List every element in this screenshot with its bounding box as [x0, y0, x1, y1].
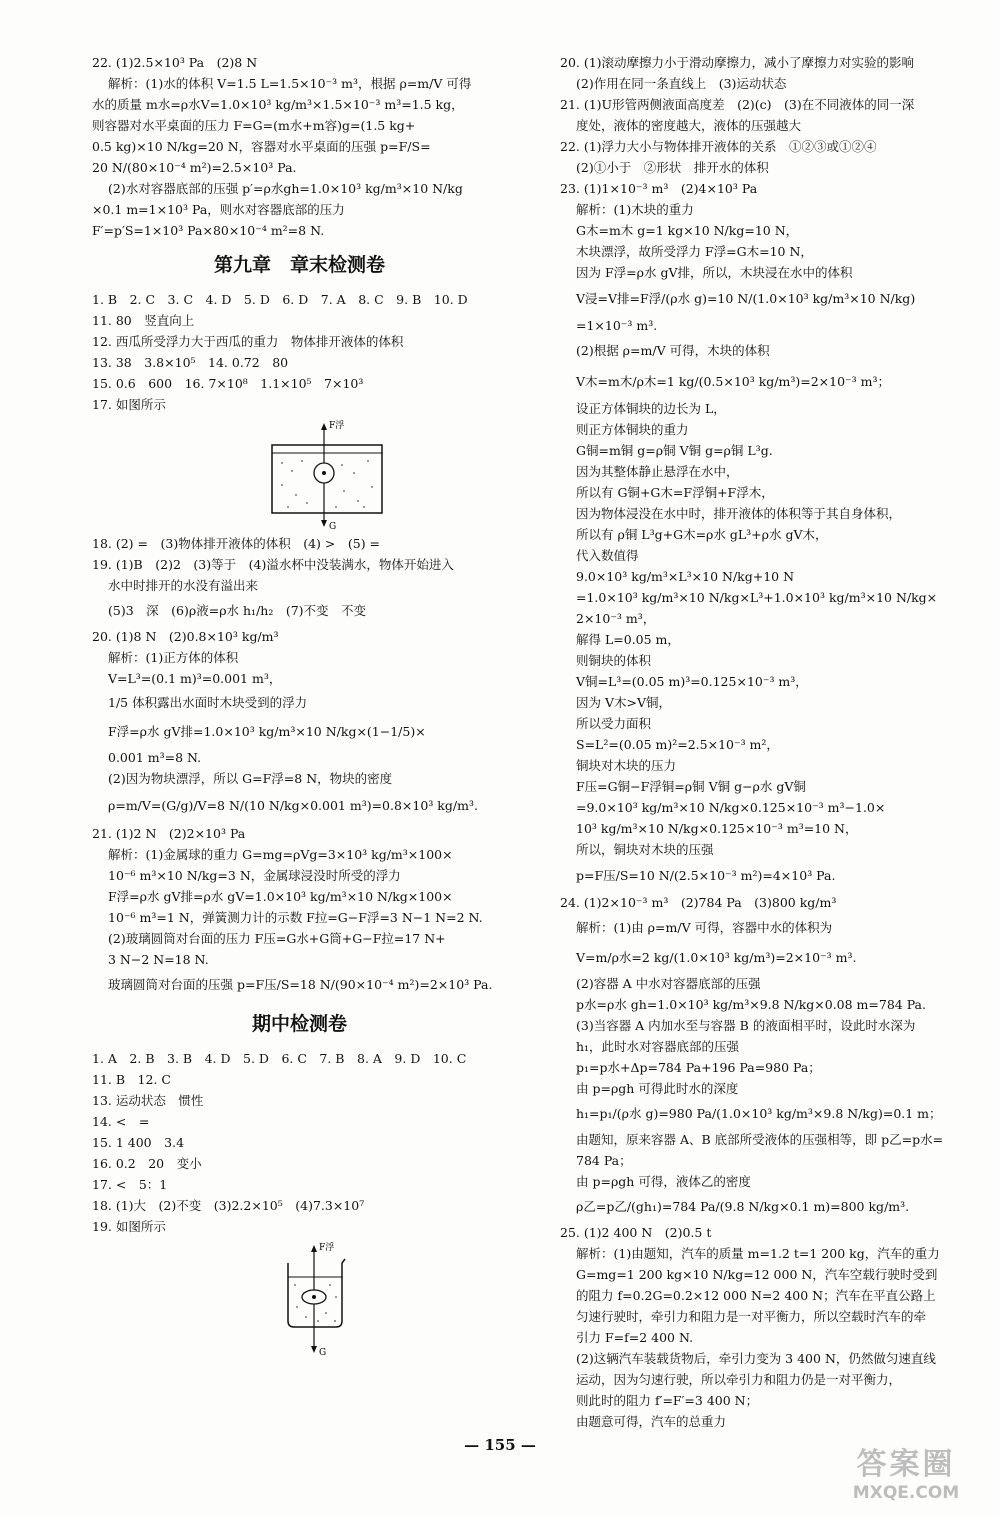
- r-q24-line: (2)容器 A 中水对容器底部的压强: [576, 976, 761, 991]
- q21-line: 3 N−2 N=18 N.: [108, 952, 209, 967]
- q21-line: 10⁻⁶ m³=1 N，弹簧测力计的示数 F拉=G−F浮=3 N−1 N=2 N.: [108, 910, 483, 925]
- figure-19: [92, 1237, 507, 1357]
- q20-line: F浮=ρ水 gV排=1.0×10³ kg/m³×10 N/kg×(1−1/5)×: [108, 724, 426, 739]
- figure-17: [92, 415, 507, 533]
- r-q25-line: 由题意可得，汽车的总重力: [576, 1414, 727, 1429]
- r-q23-line: =1×10⁻³ m³.: [576, 318, 658, 333]
- r-q23-line: G铜=m铜 g=ρ铜 V铜 g=ρ铜 L³g.: [576, 443, 773, 458]
- r-q23-line: p=F压/S=10 N/(2.5×10⁻³ m²)=4×10³ Pa.: [576, 868, 836, 883]
- r-q25-line: 25. (1)2 400 N (2)0.5 t: [560, 1225, 712, 1240]
- gravity-label: G: [319, 1348, 327, 1357]
- r-q23-line: V浸=V排=F浮/(ρ水 g)=10 N/(1.0×10³ kg/m³×10 N/kg): [576, 291, 916, 306]
- q22-line: ×0.1 m=1×10³ Pa，则水对容器底部的压力: [92, 202, 345, 217]
- q22-line: 20 N/(80×10⁻⁴ m²)=2.5×10³ Pa.: [92, 160, 297, 175]
- q20-line: 20. (1)8 N (2)0.8×10³ kg/m³: [92, 629, 279, 644]
- r-q20-line: 20. (1)滚动摩擦力小于滑动摩擦力，减小了摩擦力对实验的影响: [560, 55, 915, 70]
- chapter9-title: 第九章 章末检测卷: [213, 254, 385, 276]
- r-q24-line: p₁=p水+Δp=784 Pa+196 Pa=980 Pa；: [576, 1060, 821, 1075]
- r-q23-line: 所以受力面积: [576, 716, 652, 731]
- force-diagram-17: [92, 415, 507, 533]
- ch9-answer-line: 15. 0.6 600 16. 7×10⁸ 1.1×10⁵ 7×10³: [92, 376, 364, 391]
- mid-answer-line: 14. < =: [92, 1114, 150, 1129]
- r-q23-line: 铜块对木块的压力: [576, 758, 677, 773]
- mid-answer-line: 17. < 5：1: [92, 1177, 168, 1192]
- r-q25-line: 则此时的阻力 f′=F′=3 400 N；: [576, 1393, 759, 1408]
- r-q25-line: G=mg=1 200 kg×10 N/kg=12 000 N，汽车空载行驶时受到: [576, 1267, 938, 1282]
- r-q23-line: =1.0×10³ kg/m³×10 N/kg×L³+1.0×10³ kg/m³×10 N/kg×: [576, 590, 938, 605]
- q20-line: 0.001 m³=8 N.: [108, 750, 202, 765]
- mid-answer-line: 15. 1 400 3.4: [92, 1135, 185, 1150]
- buoyancy-label: F浮: [319, 1243, 335, 1253]
- q21-line: 玻璃圆筒对台面的压强 p=F压/S=18 N/(90×10⁻⁴ m²)=2×10³ Pa.: [108, 977, 493, 992]
- force-diagram-19: [92, 1237, 507, 1357]
- q22-answer: 22. (1)2.5×10³ Pa (2)8 N: [92, 55, 258, 70]
- r-q25-line: 解析：(1)由题知，汽车的质量 m=1.2 t=1 200 kg，汽车的重力: [576, 1246, 940, 1261]
- r-q24-line: 由 p=ρgh 可得此时水的深度: [576, 1081, 739, 1096]
- q21-line: 10⁻⁶ m³×10 N/kg=3 N，金属球浸没时所受的浮力: [108, 868, 401, 883]
- r-q23-line: 9.0×10³ kg/m³×L³×10 N/kg+10 N: [576, 569, 795, 584]
- q20-line: (2)因为物块漂浮，所以 G=F浮=8 N，物块的密度: [108, 771, 393, 786]
- r-q24-line: 由 p=ρgh 可得，液体乙的密度: [576, 1174, 751, 1189]
- q20-line: V=L³=(0.1 m)³=0.001 m³，: [108, 671, 282, 686]
- r-q23-line: 解得 L=0.05 m，: [576, 632, 680, 647]
- q22-line: 水的质量 m水=ρ水V=1.0×10³ kg/m³×1.5×10⁻³ m³=1.5 kg，: [92, 97, 464, 112]
- r-q24-line: p水=ρ水 gh=1.0×10³ kg/m³×9.8 N/kg×0.08 m=784 Pa.: [576, 997, 926, 1012]
- r-q25-line: 运动，因为匀速行驶，所以牵引力和阻力仍是一对平衡力，: [576, 1372, 902, 1387]
- ch9-answer-line: 13. 38 3.8×10⁵ 14. 0.72 80: [92, 355, 289, 370]
- r-q23-line: 所以有 ρ铜 L³g+G木=ρ水 gL³+ρ水 gV木，: [576, 527, 828, 542]
- r-q23-line: 因为 F浮=ρ水 gV排，所以，木块浸在水中的体积: [576, 265, 853, 280]
- r-q24-line: (3)当容器 A 内加水至与容器 B 的液面相平时，设此时水深为: [576, 1018, 916, 1033]
- q19-line: (5)3 深 (6)ρ液=ρ水 h₁/h₂ (7)不变 不变: [108, 603, 367, 618]
- r-q25-line: 匀速行驶时，牵引力和阻力是一对平衡力，所以空载时汽车的牵: [576, 1309, 927, 1324]
- q21-line: 21. (1)2 N (2)2×10³ Pa: [92, 826, 246, 841]
- mid-answer-line: 1. A 2. B 3. B 4. D 5. D 6. C 7. B 8. A 9. D 10. C: [92, 1051, 467, 1066]
- mid-answer-line: 16. 0.2 20 变小: [92, 1156, 202, 1171]
- q22-line: (2)水对容器底部的压强 p′=ρ水gh=1.0×10³ kg/m³×10 N/kg: [108, 181, 463, 196]
- watermark-domain: MXQE.COM: [852, 1483, 960, 1503]
- mid-answer-line: 19. 如图所示: [92, 1219, 166, 1234]
- r-q23-line: 2×10⁻³ m³，: [576, 611, 656, 626]
- r-q23-line: V铜=L³=(0.05 m)³=0.125×10⁻³ m³，: [576, 674, 808, 689]
- ch9-answer-line: 11. 80 竖直向上: [92, 313, 195, 328]
- midterm-title: 期中检测卷: [251, 1013, 347, 1035]
- r-q25-line: 引力 F=f=2 400 N.: [576, 1330, 694, 1345]
- r-q23-line: 所以，铜块对木块的压强: [576, 842, 714, 857]
- r-q23-line: G木=m木 g=1 kg×10 N/kg=10 N，: [576, 223, 799, 238]
- r-q24-line: h₁=p₁/(ρ水 g)=980 Pa/(1.0×10³ kg/m³×9.8 N/kg)=0.1 m；: [576, 1106, 942, 1121]
- r-q21-line: 度处，液体的密度越大，液体的压强越大: [576, 118, 802, 133]
- r-q25-line: (2)这辆汽车装载货物后，牵引力变为 3 400 N，仍然做匀速直线: [576, 1351, 936, 1366]
- r-q22-line: 22. (1)浮力大小与物体排开液体的关系 ①②③或①②④: [560, 139, 877, 154]
- r-q24-line: 24. (1)2×10⁻³ m³ (2)784 Pa (3)800 kg/m³: [560, 895, 837, 910]
- ch9-answer-line: 17. 如图所示: [92, 397, 166, 412]
- r-q24-line: h₁，此时水对容器底部的压强: [576, 1039, 740, 1054]
- r-q24-line: V=m/ρ水=2 kg/(1.0×10³ kg/m³)=2×10⁻³ m³.: [576, 950, 857, 965]
- q22-line: F′=p′S=1×10³ Pa×80×10⁻⁴ m²=8 N.: [92, 223, 325, 238]
- q21-line: (2)玻璃圆筒对台面的压力 F压=G水+G筒+G−F拉=17 N+: [108, 931, 446, 946]
- r-q23-line: S=L²=(0.05 m)²=2.5×10⁻³ m²，: [576, 737, 779, 752]
- gravity-label: G: [329, 522, 337, 532]
- right-column: [560, 52, 975, 1432]
- q21-line: F浮=ρ水 gV排=ρ水 gV=1.0×10³ kg/m³×10 N/kg×100×: [108, 889, 453, 904]
- r-q23-line: (2)根据 ρ=m/V 可得，木块的体积: [576, 343, 770, 358]
- r-q20-line: (2)作用在同一条直线上 (3)运动状态: [576, 76, 787, 91]
- r-q23-line: 则正方体铜块的重力: [576, 422, 689, 437]
- q22-line: 0.5 kg)×10 N/kg=20 N，容器对水平桌面的压强 p=F/S=: [92, 139, 431, 154]
- q22-line: 解析：(1)水的体积 V=1.5 L=1.5×10⁻³ m³，根据 ρ=m/V 可得: [108, 76, 472, 91]
- r-q23-line: 代入数值得: [576, 548, 639, 563]
- r-q23-line: F压=G铜−F浮铜=ρ铜 V铜 g−ρ水 gV铜: [576, 779, 806, 794]
- r-q24-line: 解析：(1)由 ρ=m/V 可得，容器中水的体积为: [576, 920, 833, 935]
- watermark-logo: [820, 1447, 992, 1509]
- r-q23-line: 因为其整体静止悬浮在水中，: [576, 464, 739, 479]
- r-q23-line: 木块漂浮，故所受浮力 F浮=G木=10 N，: [576, 244, 813, 259]
- r-q24-line: 784 Pa；: [576, 1153, 632, 1168]
- q18-answer: 18. (2) = (3)物体排开液体的体积 (4) > (5) =: [92, 536, 381, 551]
- mid-answer-line: 13. 运动状态 惯性: [92, 1093, 204, 1108]
- q20-line: 1/5 体积露出水面时木块受到的浮力: [108, 695, 308, 710]
- r-q23-line: 所以有 G铜+G木=F浮铜+F浮木，: [576, 485, 774, 500]
- r-q22-line: (2)①小于 ②形状 排开水的体积: [576, 160, 769, 175]
- r-q24-line: 由题知，原来容器 A、B 底部所受液体的压强相等，即 p乙=p水=: [576, 1132, 944, 1147]
- r-q23-line: 10³ kg/m³×10 N/kg×0.125×10⁻³ m³=10 N，: [576, 821, 858, 836]
- q20-line: ρ=m/V=(G/g)/V=8 N/(10 N/kg×0.001 m³)=0.8×10³ kg/m³.: [108, 798, 478, 813]
- q22-line: 则容器对水平桌面的压力 F=G=(m水+m容)g=(1.5 kg+: [92, 118, 416, 133]
- mid-answer-line: 11. B 12. C: [92, 1072, 171, 1087]
- r-q23-line: 因为 V木>V铜，: [576, 695, 672, 710]
- q19-line: 水中时排开的水没有溢出来: [108, 578, 259, 593]
- r-q24-line: ρ乙=p乙/(gh₁)=784 Pa/(9.8 N/kg×0.1 m)=800 kg/m³.: [576, 1199, 910, 1214]
- page-number: — 155 —: [464, 1436, 536, 1454]
- r-q23-line: 23. (1)1×10⁻³ m³ (2)4×10³ Pa: [560, 181, 758, 196]
- q19-line: 19. (1)B (2)2 (3)等于 (4)溢水杯中没装满水，物体开始进入: [92, 557, 454, 572]
- mid-answer-line: 18. (1)大 (2)不变 (3)2.2×10⁵ (4)7.3×10⁷: [92, 1198, 365, 1213]
- q21-line: 解析：(1)金属球的重力 G=mg=ρVg=3×10³ kg/m³×100×: [108, 847, 453, 862]
- r-q23-line: 因为物体浸没在水中时，排开液体的体积等于其自身体积，: [576, 506, 902, 521]
- watermark-text: 答案圈: [856, 1447, 956, 1482]
- r-q23-line: V木=m木/ρ木=1 kg/(0.5×10³ kg/m³)=2×10⁻³ m³；: [576, 374, 891, 389]
- r-q23-line: =9.0×10³ kg/m³×10 N/kg×0.125×10⁻³ m³−1.0×: [576, 800, 886, 815]
- r-q21-line: 21. (1)U形管两侧液面高度差 (2)(c) (3)在不同液体的同一深: [560, 97, 915, 112]
- ch9-answer-line: 1. B 2. C 3. C 4. D 5. D 6. D 7. A 8. C 9. B 10. D: [92, 292, 468, 307]
- buoyancy-label: F浮: [329, 421, 345, 431]
- r-q25-line: 的阻力 f=0.2G=0.2×12 000 N=2 400 N；汽车在平直公路上: [576, 1288, 936, 1303]
- q20-line: 解析：(1)正方体的体积: [108, 650, 239, 665]
- left-column: [92, 52, 507, 1357]
- r-q23-line: 则铜块的体积: [576, 653, 652, 668]
- ch9-answer-line: 12. 西瓜所受浮力大于西瓜的重力 物体排开液体的体积: [92, 334, 404, 349]
- r-q23-line: 设正方体铜块的边长为 L，: [576, 401, 726, 416]
- r-q23-line: 解析：(1)木块的重力: [576, 202, 694, 217]
